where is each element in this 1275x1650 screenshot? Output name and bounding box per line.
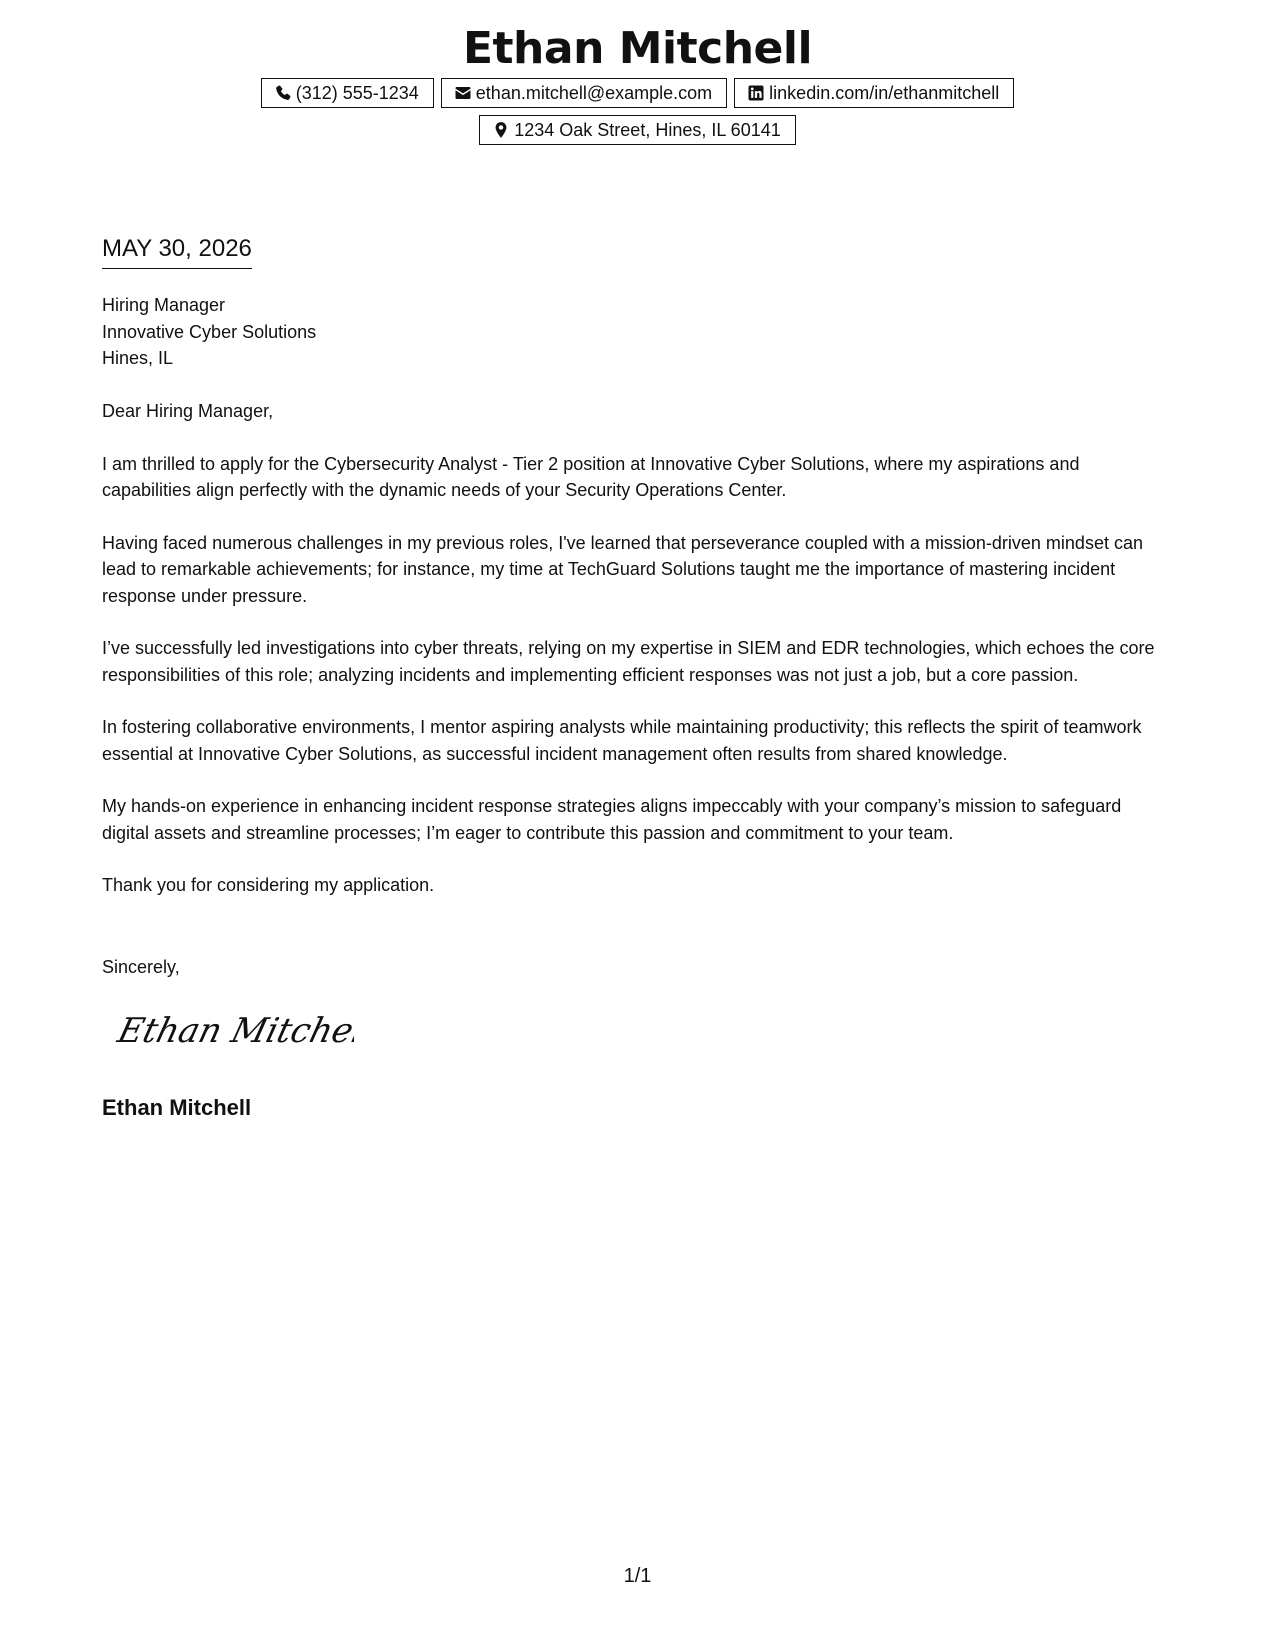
email-contact[interactable] — [441, 78, 727, 108]
recipient-block — [102, 292, 316, 372]
envelope-icon — [454, 84, 472, 102]
page-number: 1/1 — [623, 1565, 652, 1587]
contact-row-secondary — [0, 115, 1275, 145]
letter-date: MAY 30, 2026 — [102, 234, 252, 269]
address-text: 1234 Oak Street, Hines, IL 60141 — [514, 120, 781, 140]
signature-drawing — [114, 1002, 354, 1058]
handwritten-signature — [114, 1002, 354, 1063]
body-paragraph: I am thrilled to apply for the Cybersecurity Analyst - Tier 2 position at Innovative Cyber Solutions, where my aspirations and capabilities align perfectly with the dynamic needs of your Security Operations Center. — [102, 453, 1080, 500]
letter-body — [102, 398, 1172, 925]
closing-line: Sincerely, — [102, 957, 180, 977]
salutation: Dear Hiring Manager, — [102, 401, 274, 421]
phone-contact[interactable] — [261, 78, 434, 108]
body-paragraph: In fostering collaborative environments, I mentor aspiring analysts while maintaining productivity; this reflects the spirit of teamwork essential at Innovative Cyber Solutions, as successful incident management often results from shared knowledge. — [102, 717, 1142, 764]
email-text: ethan.mitchell@example.com — [475, 83, 713, 103]
body-paragraph: Thank you for considering my application. — [102, 875, 435, 895]
signature-text: Ethan Mitchell — [114, 1011, 354, 1051]
linkedin-text: linkedin.com/in/ethanmitchell — [769, 83, 1000, 103]
body-paragraph: Having faced numerous challenges in my previous roles, I've learned that perseverance coupled with a mission-driven mindset can lead to remarkable achievements; for instance, my time at TechGuard Solutions taught me the importance of mastering incident response under pressure. — [102, 532, 1143, 606]
recipient-company: Innovative Cyber Solutions — [102, 321, 317, 342]
body-paragraph: My hands-on experience in enhancing incident response strategies aligns impeccably with your company’s mission to safeguard digital assets and streamline processes; I’m eager to contribute this passion and commitment to your team. — [102, 796, 1122, 843]
signer-name: Ethan Mitchell — [102, 1095, 252, 1120]
letter-header — [0, 0, 1275, 145]
applicant-name: Ethan Mitchell — [462, 23, 813, 74]
linkedin-icon — [747, 84, 765, 102]
linkedin-contact[interactable] — [734, 78, 1014, 108]
contact-row-primary — [0, 78, 1275, 108]
phone-icon — [274, 84, 292, 102]
body-paragraph: I’ve successfully led investigations into cyber threats, relying on my expertise in SIEM and EDR technologies, which echoes the core responsibilities of this role; analyzing incidents and implementing efficient responses was not just a job, but a core passion. — [102, 638, 1155, 685]
address-contact[interactable] — [479, 115, 796, 145]
recipient-location: Hines, IL — [102, 348, 174, 368]
map-pin-icon — [492, 121, 510, 139]
phone-text: (312) 555-1234 — [295, 83, 419, 103]
recipient-title: Hiring Manager — [102, 295, 226, 315]
